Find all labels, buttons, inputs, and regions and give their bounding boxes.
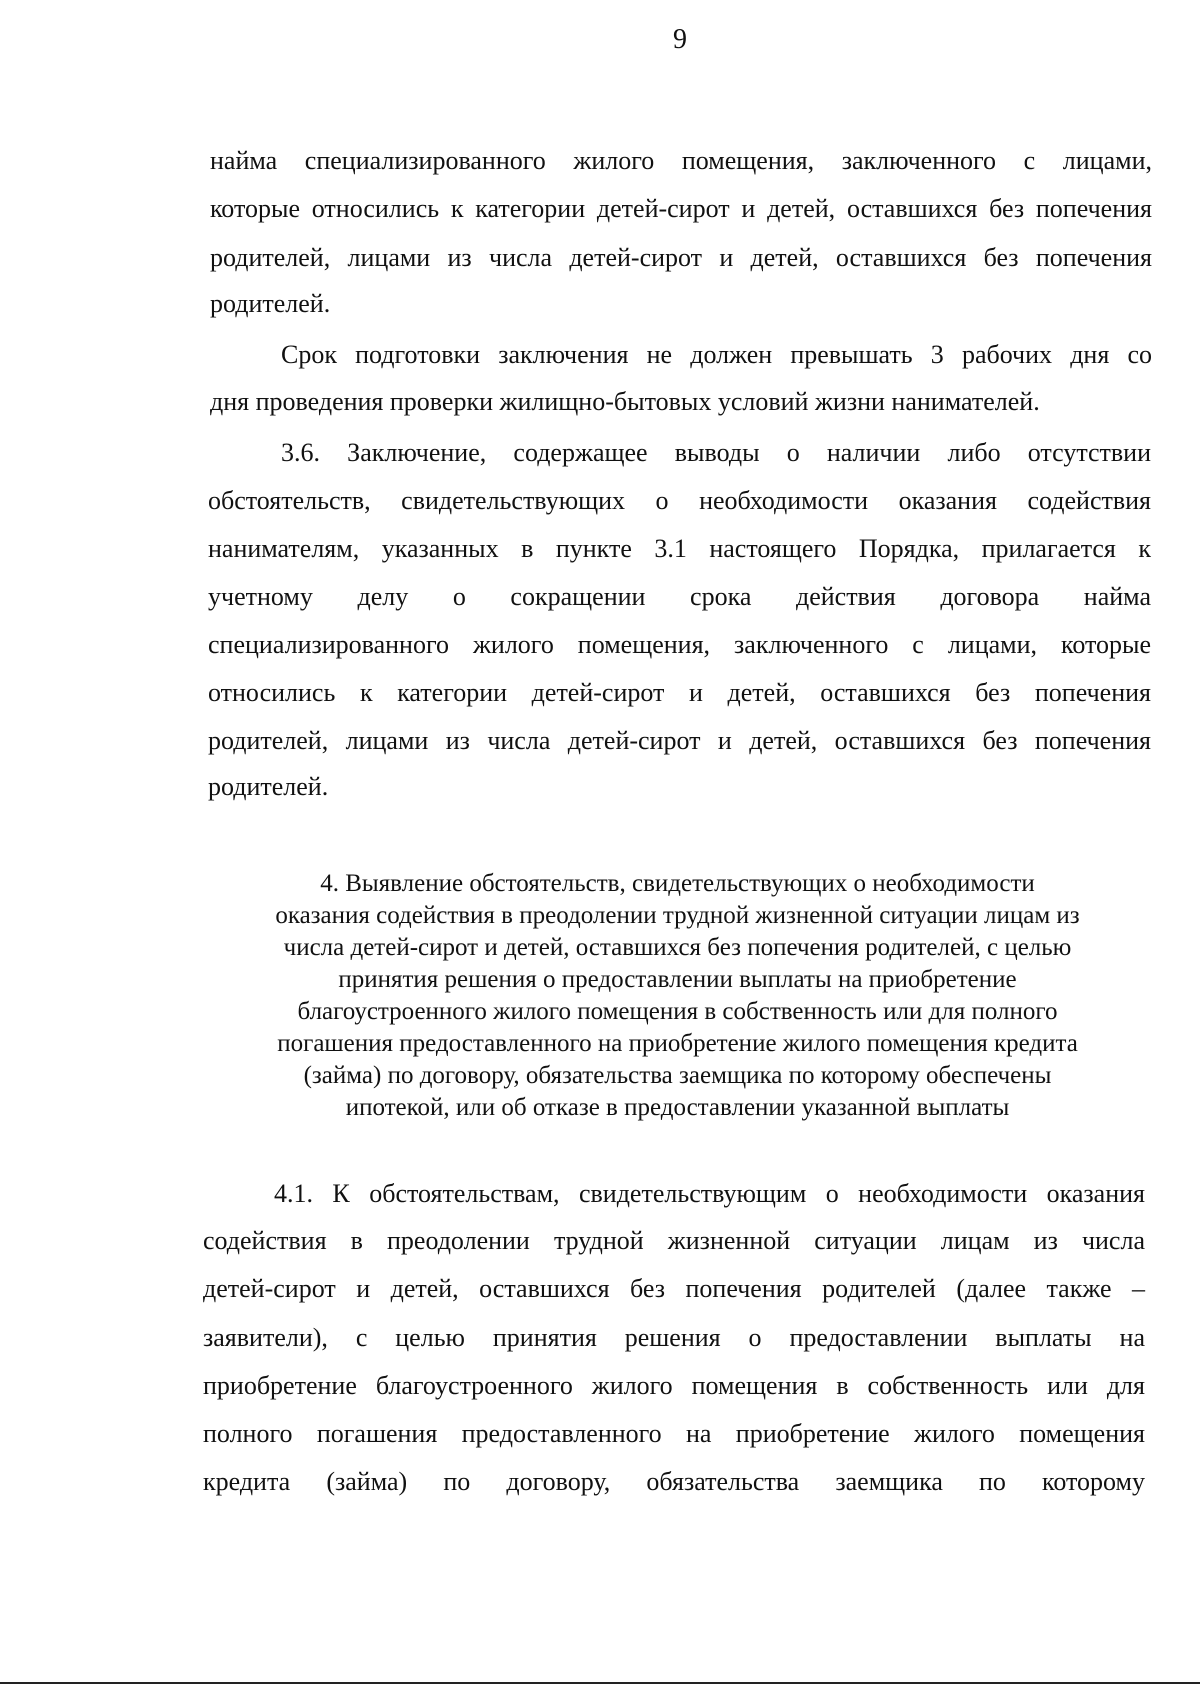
- intro-line-1: найма специализированного жилого помещения, заключенного с лицами,: [210, 146, 1152, 175]
- intro-line-3: родителей, лицами из числа детей-сирот и детей, оставшихся без попечения: [210, 243, 1152, 272]
- section-3-6-line-3: нанимателям, указанных в пункте 3.1 настоящего Порядка, прилагается к: [208, 534, 1151, 563]
- section-4-1-line-6: полного погашения предоставленного на приобретение жилого помещения: [203, 1419, 1145, 1448]
- section-3-6-line-5: специализированного жилого помещения, заключенного с лицами, которые: [208, 630, 1151, 659]
- intro-line-2: которые относились к категории детей-сирот и детей, оставшихся без попечения: [210, 194, 1152, 223]
- section-4-heading-line-5: благоустроенного жилого помещения в собственность или для полного: [297, 998, 1058, 1025]
- section-3-6-line-2: обстоятельств, свидетельствующих о необходимости оказания содействия: [208, 486, 1151, 515]
- section-4-heading: [215, 868, 1140, 1124]
- section-4-heading-line-4: принятия решения о предоставлении выплаты на приобретение: [338, 966, 1017, 993]
- section-4-1-line-5: приобретение благоустроенного жилого помещения в собственность или для: [203, 1371, 1145, 1400]
- section-4-1-line-7: кредита (займа) по договору, обязательства заемщика по которому: [203, 1467, 1145, 1496]
- section-3-6-line-8: родителей.: [208, 772, 329, 801]
- section-4-1-line-3: детей-сирот и детей, оставшихся без попечения родителей (далее также –: [203, 1274, 1145, 1303]
- section-4-heading-line-1: 4. Выявление обстоятельств, свидетельствующих о необходимости: [320, 870, 1035, 897]
- section-4-heading-line-3: числа детей-сирот и детей, оставшихся без попечения родителей, с целью: [283, 934, 1072, 961]
- section-3-6-line-7: родителей, лицами из числа детей-сирот и детей, оставшихся без попечения: [208, 726, 1151, 755]
- page-number: 9: [673, 24, 687, 55]
- term-line-1: Срок подготовки заключения не должен превышать 3 рабочих дня со: [281, 340, 1152, 369]
- intro-line-4: родителей.: [210, 289, 331, 318]
- section-4-heading-line-2: оказания содействия в преодолении трудной жизненной ситуации лицам из: [275, 902, 1080, 929]
- section-3-6-line-6: относились к категории детей-сирот и детей, оставшихся без попечения: [208, 678, 1151, 707]
- section-3-6-line-4: учетному делу о сокращении срока действия договора найма: [208, 582, 1151, 611]
- term-line-2: дня проведения проверки жилищно-бытовых условий жизни нанимателей.: [210, 387, 1040, 416]
- section-4-heading-line-6: погашения предоставленного на приобретение жилого помещения кредита: [277, 1030, 1078, 1057]
- section-4-heading-line-8: ипотекой, или об отказе в предоставлении указанной выплаты: [345, 1094, 1010, 1121]
- section-4-1-line-2: содействия в преодолении трудной жизненной ситуации лицам из числа: [203, 1226, 1145, 1255]
- section-4-1-line-1: 4.1. К обстоятельствам, свидетельствующим о необходимости оказания: [274, 1179, 1145, 1208]
- section-3-6-line-1: 3.6. Заключение, содержащее выводы о наличии либо отсутствии: [281, 438, 1151, 467]
- section-4-heading-line-7: (займа) по договору, обязательства заемщика по которому обеспечены: [303, 1062, 1052, 1089]
- bottom-page-rule: [0, 1682, 1200, 1684]
- section-4-1-line-4: заявители), с целью принятия решения о предоставлении выплаты на: [203, 1323, 1145, 1352]
